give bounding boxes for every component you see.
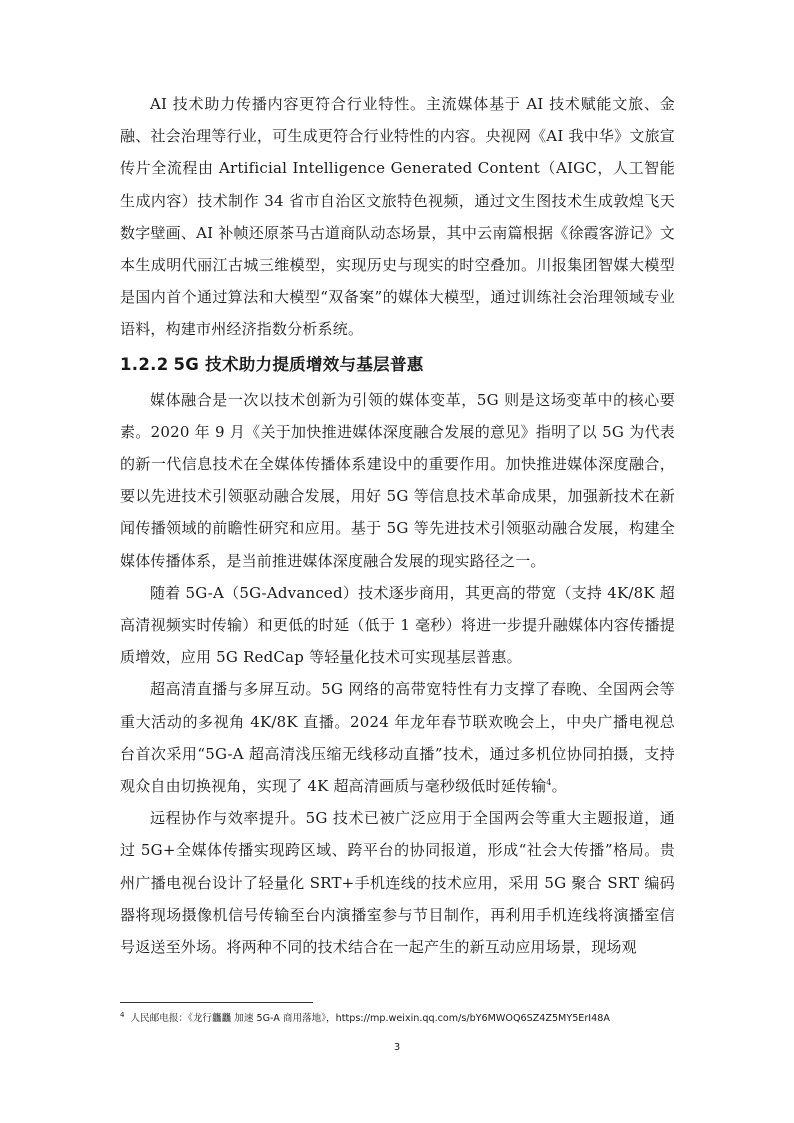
footnote-divider (120, 1002, 313, 1003)
paragraph-uhd-live-text: 超高清直播与多屏互动。5G 网络的高带宽特性有力支撑了春晚、全国两会等重大活动的多视角 4K/8K 直播。2024 年龙年春节联欢晚会上，中央广播电视总台首次采用“5G-A 超高清浅压缩无线移动直播”技术，通过多机位协同拍摄，支持观众自由切换视角，实现了 4K 超高清画质与毫秒级低时延传输 (120, 680, 675, 796)
paragraph-remote-collab: 远程协作与效率提升。5G 技术已被广泛应用于全国两会等重大主题报道，通过 5G+全媒体传播实现跨区域、跨平台的协同报道，形成“社会大传播”格局。贵州广播电视台设计了轻量化 SRT+手机连线的技术应用，采用 5G 聚合 SRT 编码器将现场摄像机信号传输至台内演播室参与节目制作，再利用手机连线将演播室信号返送至外场。将两种不同的技术结合在一起产生的新互动应用场景，现场观 (120, 809, 675, 957)
page-body (120, 88, 675, 963)
section-heading (120, 346, 675, 384)
section-number: 1.2.2 (120, 354, 169, 374)
footnote-reference[interactable]: 4 (546, 778, 552, 788)
page-number: 3 (393, 1042, 401, 1053)
paragraph-uhd-live: 超高清直播与多屏互动。5G 网络的高带宽特性有力支撑了春晚、全国两会等重大活动的多视角 4K/8K 直播。2024 年龙年春节联欢晚会上，中央广播电视总台首次采用“5G-A 超高清浅压缩无线移动直播”技术，通过多机位协同拍摄，支持观众自由切换视角，实现了 4K 超高清画质与毫秒级低时延传输$^4$。 (120, 680, 675, 796)
footnote-text: 人民邮电报：《龙行龘龘 加速 5G-A 商用落地》，https://mp.weixin.qq.com/s/bY6MWOQ6SZ4Z5MY5ErI48A (130, 1013, 610, 1024)
paragraph-ai-industry: AI 技术助力传播内容更符合行业特性。主流媒体基于 AI 技术赋能文旅、金融、社会治理等行业，可生成更符合行业特性的内容。央视网《AI 我中华》文旅宣传片全流程由 Artificial Intelligence Generated Content（AIGC，人工智能生成内容）技术制作 34 省市自治区文旅特色视频，通过文生图技术生成敦煌飞天数字壁画、AI 补帧还原茶马古道商队动态场景，其中云南篇根据《徐霞客游记》文本生成明代丽江古城三维模型，实现历史与现实的时空叠加。川报集团智媒大模型是国内首个通过算法和大模型“双备案”的媒体大模型，通过训练社会治理领域专业语料，构建市州经济指数分析系统。 (120, 95, 675, 339)
footnote-marker: 4 (120, 1012, 125, 1019)
footnote (120, 1012, 680, 1026)
section-title: 5G 技术助力提质增效与基层普惠 (173, 354, 424, 374)
paragraph-5g-advanced: 随着 5G-A（5G-Advanced）技术逐步商用，其更高的带宽（支持 4K/8K 超高清视频实时传输）和更低的时延（低于 1 毫秒）将进一步提升融媒体内容传播提质增效，应用 5G RedCap 等轻量化技术可实现基层普惠。 (120, 583, 675, 667)
paragraph-media-fusion: 媒体融合是一次以技术创新为引领的媒体变革，5G 则是这场变革中的核心要素。2020 年 9 月《关于加快推进媒体深度融合发展的意见》指明了以 5G 为代表的新一代信息技术在全媒体传播体系建设中的重要作用。加快推进媒体深度融合，要以先进技术引领驱动融合发展，用好 5G 等信息技术革命成果，加强新技术在新闻传播领域的前瞻性研究和应用。基于 5G 等先进技术引领驱动融合发展，构建全媒体传播体系，是当前推进媒体深度融合发展的现实路径之一。 (120, 390, 675, 570)
